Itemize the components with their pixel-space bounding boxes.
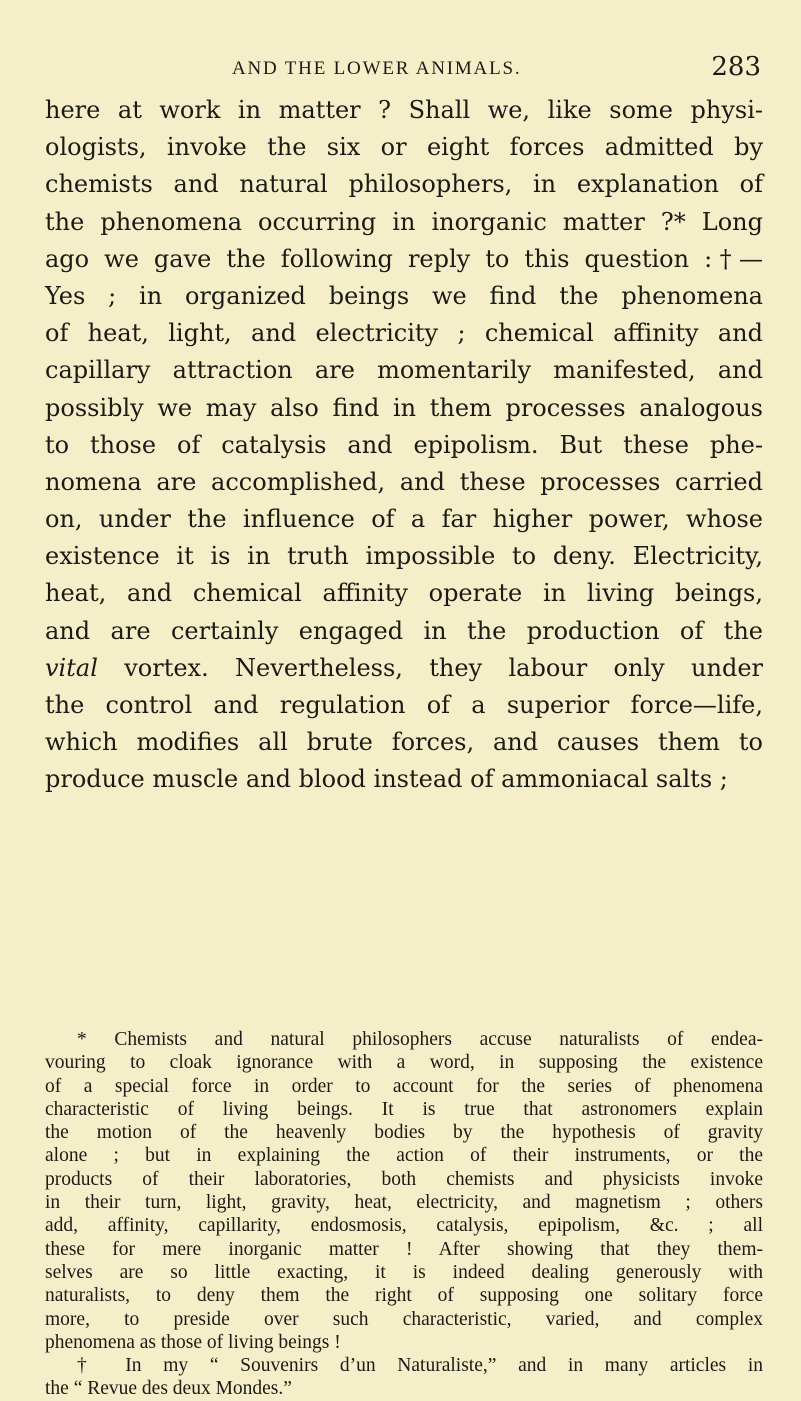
text-line-rest: vortex. Nevertheless, they labour only under — [124, 653, 763, 682]
footnote-line: products of their laboratories, both chemists and physicists invoke — [45, 1168, 763, 1190]
footnote-line: characteristic of living beings. It is true that astronomers explain — [45, 1098, 763, 1120]
text-line: the control and regulation of a superior force—life, — [45, 691, 763, 719]
footnote-line: more, to preside over such characteristic, varied, and complex — [45, 1308, 763, 1330]
footnote-line: phenomena as those of living beings ! — [45, 1331, 341, 1353]
text-line: ologists, invoke the six or eight forces admitted by — [45, 133, 763, 162]
text-line: possibly we may also find in them processes analogous — [45, 393, 763, 422]
text-line: ago we gave the following reply to this question :†— — [45, 244, 763, 273]
footnote-line: of a special force in order to account for the series of phenomena — [45, 1075, 763, 1097]
footnote-line: these for mere inorganic matter ! After showing that they them- — [45, 1238, 763, 1260]
text-line: existence it is in truth impossible to deny. Electricity, — [45, 542, 763, 571]
text-line: on, under the influence of a far higher power, whose — [45, 505, 763, 534]
text-line: and are certainly engaged in the production of the — [45, 616, 763, 645]
italic-phrase: vital — [45, 653, 98, 682]
footnote-line: naturalists, to deny them the right of supposing one solitary force — [45, 1285, 763, 1307]
footnote-line: the “ Revue des deux Mondes.” — [45, 1378, 292, 1400]
text-line: here at work in matter ? Shall we, like some physi- — [45, 96, 763, 124]
footnotes — [45, 1028, 763, 1401]
text-line: chemists and natural philosophers, in explanation of — [45, 170, 763, 199]
footnote-line: the motion of the heavenly bodies by the hypothesis of gravity — [45, 1122, 763, 1144]
text-line: Yes ; in organized beings we find the phenomena — [45, 281, 763, 310]
page-header — [0, 52, 801, 86]
text-line: produce muscle and blood instead of ammoniacal salts ; — [45, 765, 728, 794]
text-line: heat, and chemical affinity operate in living beings, — [45, 579, 763, 608]
footnote-line: vouring to cloak ignorance with a word, in supposing the existence — [45, 1052, 763, 1074]
footnote-line: alone ; but in explaining the action of their instruments, or the — [45, 1145, 763, 1167]
footnote-line: in their turn, light, gravity, heat, electricity, and magnetism ; others — [45, 1192, 763, 1214]
text-line: capillary attraction are momentarily manifested, and — [45, 356, 763, 385]
footnote-line: † In my “ Souvenirs d’un Naturaliste,” and in many articles in — [77, 1355, 763, 1377]
footnote-line: add, affinity, capillarity, endosmosis, catalysis, epipolism, &c. ; all — [45, 1215, 763, 1237]
text-line: which modifies all brute forces, and causes them to — [45, 728, 763, 757]
text-line: the phenomena occurring in inorganic matter ?* Long — [45, 207, 763, 236]
page-number: 283 — [711, 52, 761, 82]
running-head: AND THE LOWER ANIMALS. — [232, 58, 522, 79]
text-line: nomena are accomplished, and these processes carried — [45, 467, 763, 496]
text-line: to those of catalysis and epipolism. But these phe- — [45, 430, 763, 459]
footnote-line: * Chemists and natural philosophers accuse naturalists of endea- — [77, 1029, 763, 1050]
main-text — [45, 92, 763, 799]
text-line-with-italic — [45, 650, 763, 687]
footnote-line: selves are so little exacting, it is indeed dealing generously with — [45, 1261, 763, 1283]
text-line: of heat, light, and electricity ; chemical affinity and — [45, 319, 763, 348]
